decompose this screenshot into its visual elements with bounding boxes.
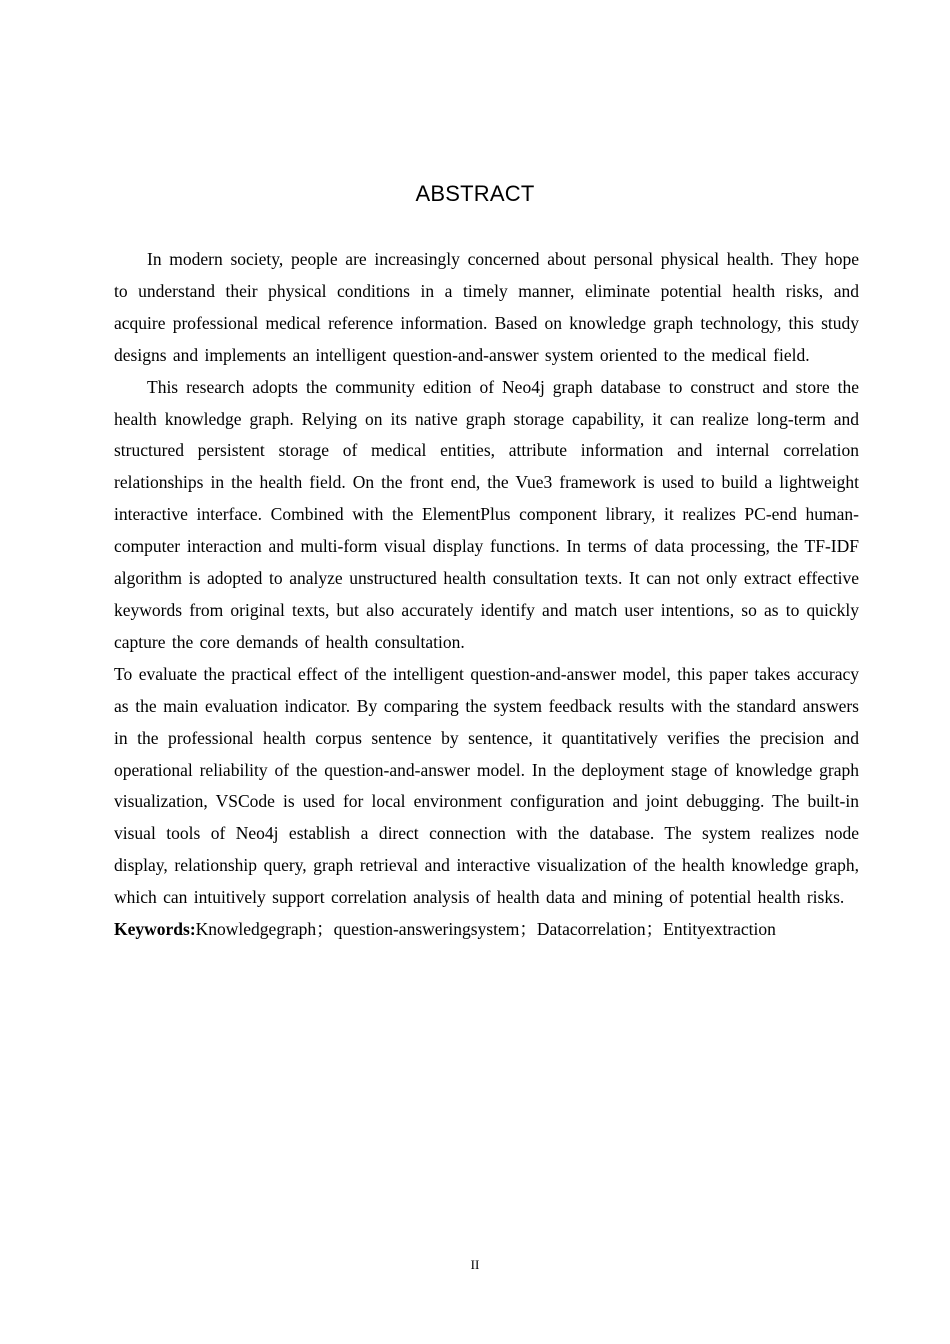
abstract-title: ABSTRACT	[415, 181, 535, 206]
keywords-line	[114, 914, 859, 946]
keywords-text: Knowledgegraph；question-answeringsystem；Datacorrelation；Entityextraction	[195, 919, 776, 940]
abstract-paragraph-1: In modern society, people are increasingly concerned about personal physical health. They hope to understand their physical conditions in a timely manner, eliminate potential health risks, and acquire professional medical reference information. Based on knowledge graph technology, this study designs and implements an intelligent question-and-answer system oriented to the medical field.	[114, 249, 859, 365]
abstract-paragraph-2: This research adopts the community edition of Neo4j graph database to construct and store the health knowledge graph. Relying on its native graph storage capability, it can realize long-term and structured persistent storage of medical entities, attribute information and internal correlation relationships in the health field. On the front end, the Vue3 framework is used to build a lightweight interactive interface. Combined with the ElementPlus component library, it realizes PC-end human-computer interaction and multi-form visual display functions. In terms of data processing, the TF-IDF algorithm is adopted to analyze unstructured health consultation texts. It can not only extract effective keywords from original texts, but also accurately identify and match user intentions, so as to quickly capture the core demands of health consultation.	[114, 376, 859, 652]
abstract-body	[114, 244, 859, 946]
page-number: II	[470, 1257, 480, 1272]
keywords-label: Keywords:	[114, 919, 196, 940]
abstract-paragraph-3: To evaluate the practical effect of the intelligent question-and-answer model, this paper takes accuracy as the main evaluation indicator. By comparing the system feedback results with the standard answers in the professional health corpus sentence by sentence, it quantitatively verifies the precision and operational reliability of the question-and-answer model. In the deployment stage of knowledge graph visualization, VSCode is used for local environment configuration and joint debugging. The built-in visual tools of Neo4j establish a direct connection with the database. The system realizes node display, relationship query, graph retrieval and interactive visualization of the health knowledge graph, which can intuitively support correlation analysis of health data and mining of potential health risks.	[114, 663, 859, 908]
